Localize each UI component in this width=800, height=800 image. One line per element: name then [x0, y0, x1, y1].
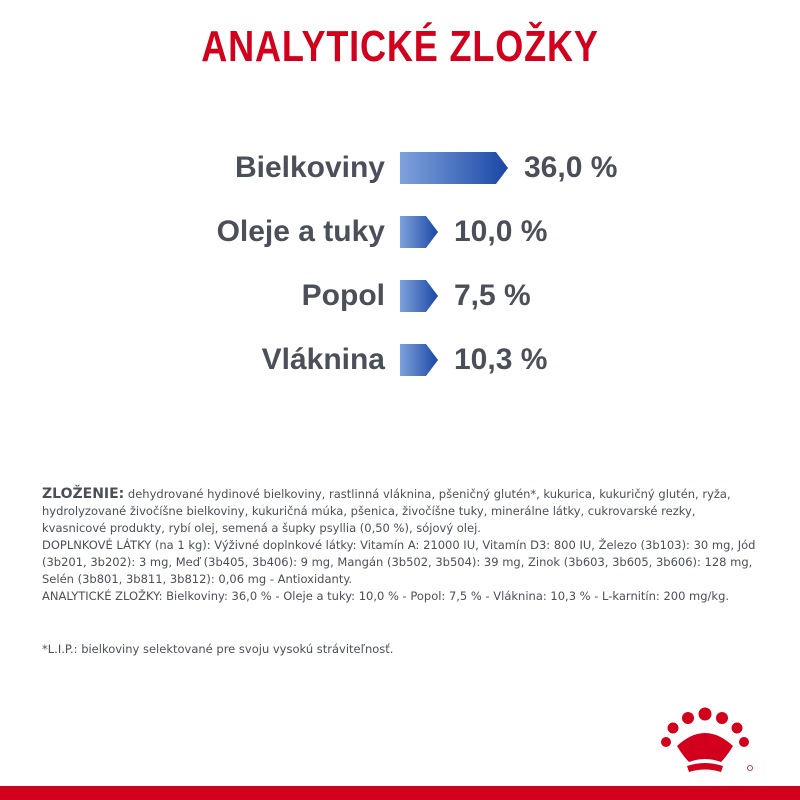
category-label: Vláknina	[261, 343, 385, 376]
category-label: Popol	[301, 279, 385, 312]
crown-logo-icon	[655, 706, 755, 776]
composition-heading: ZLOŽENIE:	[42, 486, 125, 502]
footnote: *L.I.P.: bielkoviny selektované pre svoju vysokú stráviteľnosť.	[42, 642, 394, 656]
bar-2	[400, 280, 438, 312]
bar-1	[400, 216, 438, 248]
value-label: 10,0 %	[454, 215, 548, 248]
bar-3	[400, 344, 438, 376]
additives-text: DOPLNKOVÉ LÁTKY (na 1 kg): Výživné doplnkové látky: Vitamín A: 21000 IU, Vitamín D3: 800 IU, Železo (3b103): 30 mg, Jód (3b201, 3b202): 3 mg, Meď (3b405, 3b406): 9 mg, Mangán (3b502, 3b504): 39 mg, Zinok (3b603, 3b605, 3b606): 128 mg, Selén (3b801, 3b811, 3b812): 0,06 mg - Antioxidanty.	[42, 538, 756, 586]
bottom-brand-bar	[0, 786, 800, 800]
composition-text: dehydrované hydinové bielkoviny, rastlinná vláknina, pšeničný glutén*, kukurica, kukuričný glutén, ryža, hydrolyzované živočíšne bielkoviny, kukuričná múka, pšenica, živočíšne tuky, minerálne látky, cukrovarské rezky, kvasnicové produkty, rybí olej, semená a šupky psyllia (0,50 %), sójový olej.	[42, 487, 731, 535]
page-title: ANALYTICKÉ ZLOŽKY	[201, 22, 599, 71]
value-label: 36,0 %	[524, 151, 618, 184]
composition-block	[42, 486, 762, 605]
category-label: Oleje a tuky	[216, 215, 385, 248]
analytical-text: ANALYTICKÉ ZLOŽKY: Bielkoviny: 36,0 % - Oleje a tuky: 10,0 % - Popol: 7,5 % - Vláknina: 10,3 % - L-karnitín: 200 mg/kg.	[42, 589, 730, 603]
analytical-chart	[0, 140, 800, 400]
chart-svg	[0, 140, 800, 400]
composition-paragraph	[42, 486, 762, 537]
value-label: 7,5 %	[454, 279, 531, 312]
value-label: 10,3 %	[454, 343, 548, 376]
bar-0	[400, 152, 508, 184]
category-label: Bielkoviny	[234, 151, 385, 184]
